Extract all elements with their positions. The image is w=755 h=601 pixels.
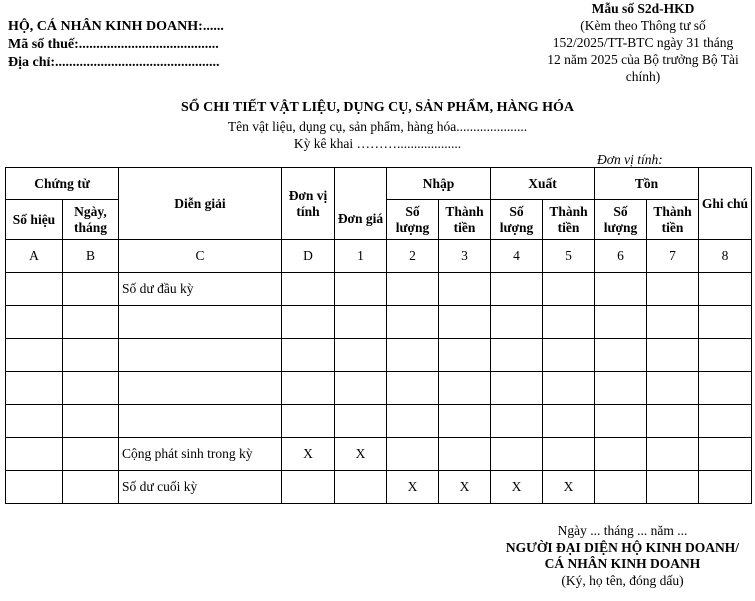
table-cell	[543, 438, 595, 471]
table-cell	[119, 339, 282, 372]
header-price: Đơn giá	[335, 200, 387, 240]
document-title: SỔ CHI TIẾT VẬT LIỆU, DỤNG CỤ, SẢN PHẨM, HÀNG HÓA	[181, 100, 574, 115]
table-cell	[6, 438, 63, 471]
form-ref-line: (Kèm theo Thông tư số	[580, 18, 706, 33]
header-stock-amount: Thành tiền	[647, 200, 699, 240]
business-info	[8, 18, 224, 72]
table-cell	[387, 339, 439, 372]
table-cell	[491, 339, 543, 372]
table-cell	[282, 372, 335, 405]
header-voucher-no: Số hiệu	[6, 200, 63, 240]
table-cell	[387, 405, 439, 438]
table-row	[6, 438, 752, 471]
table-cell	[282, 306, 335, 339]
column-code: 5	[543, 240, 595, 273]
table-cell	[699, 372, 752, 405]
table-cell	[595, 372, 647, 405]
unit-label: Đơn vị tính:	[597, 152, 663, 167]
table-cell	[699, 471, 752, 504]
column-code: D	[282, 240, 335, 273]
table-cell	[439, 273, 491, 306]
table-cell	[595, 306, 647, 339]
header-explanation: Diễn giải	[119, 168, 282, 240]
table-cell	[543, 273, 595, 306]
table-cell	[119, 405, 282, 438]
item-name-line: Tên vật liệu, dụng cụ, sản phẩm, hàng hóa.....................	[227, 119, 528, 134]
header-export: Xuất	[491, 168, 595, 200]
form-ref-line: 12 năm 2025 của Bộ trưởng Bộ Tài	[547, 52, 739, 67]
table-cell	[595, 471, 647, 504]
table-cell	[595, 339, 647, 372]
table-cell	[543, 306, 595, 339]
column-code: A	[6, 240, 63, 273]
table-cell	[699, 306, 752, 339]
table-cell	[439, 438, 491, 471]
header-stock: Tồn	[595, 168, 699, 200]
table-cell	[119, 372, 282, 405]
table-cell: X	[387, 471, 439, 504]
table-cell	[595, 273, 647, 306]
table-cell	[63, 372, 119, 405]
table-cell	[647, 438, 699, 471]
table-cell	[543, 339, 595, 372]
header-stock-qty: Số lượng	[595, 200, 647, 240]
column-code: 8	[699, 240, 752, 273]
form-ref-line: chính)	[625, 69, 661, 84]
table-cell	[543, 372, 595, 405]
table-cell: Số dư đầu kỳ	[119, 273, 282, 306]
table-cell	[699, 273, 752, 306]
ledger-table	[5, 167, 752, 504]
table-cell: Số dư cuối kỳ	[119, 471, 282, 504]
table-cell	[491, 405, 543, 438]
table-cell	[335, 273, 387, 306]
signature-note: (Ký, họ tên, đóng dấu)	[561, 573, 684, 588]
table-cell	[387, 438, 439, 471]
signer-title-line1: NGƯỜI ĐẠI DIỆN HỘ KINH DOANH/	[505, 540, 740, 555]
header-export-qty: Số lượng	[491, 200, 543, 240]
table-cell	[63, 405, 119, 438]
table-cell	[647, 273, 699, 306]
table-row	[6, 306, 752, 339]
header-voucher-date: Ngày, tháng	[63, 200, 119, 240]
table-cell	[6, 339, 63, 372]
table-cell: X	[491, 471, 543, 504]
table-cell	[699, 438, 752, 471]
table-cell	[439, 339, 491, 372]
header-price-top	[335, 168, 387, 200]
header-unit: Đơn vị tính	[282, 168, 335, 240]
column-code: 1	[335, 240, 387, 273]
table-cell	[282, 471, 335, 504]
table-cell	[63, 339, 119, 372]
column-code-row	[6, 240, 752, 273]
table-cell	[335, 339, 387, 372]
table-cell	[647, 471, 699, 504]
column-code: 6	[595, 240, 647, 273]
table-cell: X	[282, 438, 335, 471]
table-cell: X	[439, 471, 491, 504]
table-cell	[335, 471, 387, 504]
ledger-body	[6, 273, 752, 504]
table-cell	[63, 438, 119, 471]
header-export-amount: Thành tiền	[543, 200, 595, 240]
table-row	[6, 471, 752, 504]
table-cell	[335, 405, 387, 438]
table-cell	[63, 273, 119, 306]
signer-title-line2: CÁ NHÂN KINH DOANH	[544, 556, 701, 571]
table-cell	[491, 306, 543, 339]
table-cell	[491, 273, 543, 306]
table-cell	[335, 306, 387, 339]
tax-code-line: Mã số thuế:........................................	[8, 37, 219, 52]
table-cell	[491, 438, 543, 471]
table-cell	[439, 372, 491, 405]
table-cell	[647, 372, 699, 405]
table-cell	[543, 405, 595, 438]
period-line: Kỳ kê khai ………...................	[293, 136, 462, 151]
table-row	[6, 339, 752, 372]
column-code: 3	[439, 240, 491, 273]
business-name-line: HỘ, CÁ NHÂN KINH DOANH:......	[8, 19, 224, 34]
table-cell	[439, 405, 491, 438]
column-code: 7	[647, 240, 699, 273]
form-ref-line: 152/2025/TT-BTC ngày 31 tháng	[552, 35, 734, 50]
table-cell	[6, 372, 63, 405]
table-cell	[6, 471, 63, 504]
table-cell	[119, 306, 282, 339]
header-import: Nhập	[387, 168, 491, 200]
table-cell	[647, 339, 699, 372]
column-code: C	[119, 240, 282, 273]
table-cell: X	[543, 471, 595, 504]
table-cell	[282, 273, 335, 306]
table-cell	[282, 405, 335, 438]
table-row	[6, 273, 752, 306]
header-import-qty: Số lượng	[387, 200, 439, 240]
table-cell	[439, 306, 491, 339]
header-import-amount: Thành tiền	[439, 200, 491, 240]
table-cell: Cộng phát sinh trong kỳ	[119, 438, 282, 471]
table-cell	[647, 405, 699, 438]
column-code: 4	[491, 240, 543, 273]
table-cell	[63, 306, 119, 339]
table-cell	[387, 306, 439, 339]
table-cell	[335, 372, 387, 405]
table-cell	[6, 405, 63, 438]
column-code: B	[63, 240, 119, 273]
table-cell	[595, 405, 647, 438]
table-cell: X	[335, 438, 387, 471]
table-cell	[282, 339, 335, 372]
form-number: Mẫu số S2d-HKD	[591, 1, 695, 16]
table-cell	[6, 306, 63, 339]
table-cell	[387, 372, 439, 405]
table-row	[6, 372, 752, 405]
table-cell	[63, 471, 119, 504]
sign-date: Ngày ... tháng ... năm ...	[557, 523, 688, 538]
form-reference	[540, 0, 746, 85]
table-cell	[647, 306, 699, 339]
table-cell	[387, 273, 439, 306]
table-cell	[491, 372, 543, 405]
table-cell	[699, 405, 752, 438]
header-note: Ghi chú	[699, 168, 752, 240]
table-row	[6, 405, 752, 438]
header-voucher: Chứng từ	[6, 168, 119, 200]
table-cell	[595, 438, 647, 471]
table-cell	[6, 273, 63, 306]
column-code: 2	[387, 240, 439, 273]
address-line: Địa chỉ:...............................................	[8, 55, 220, 70]
table-cell	[699, 339, 752, 372]
